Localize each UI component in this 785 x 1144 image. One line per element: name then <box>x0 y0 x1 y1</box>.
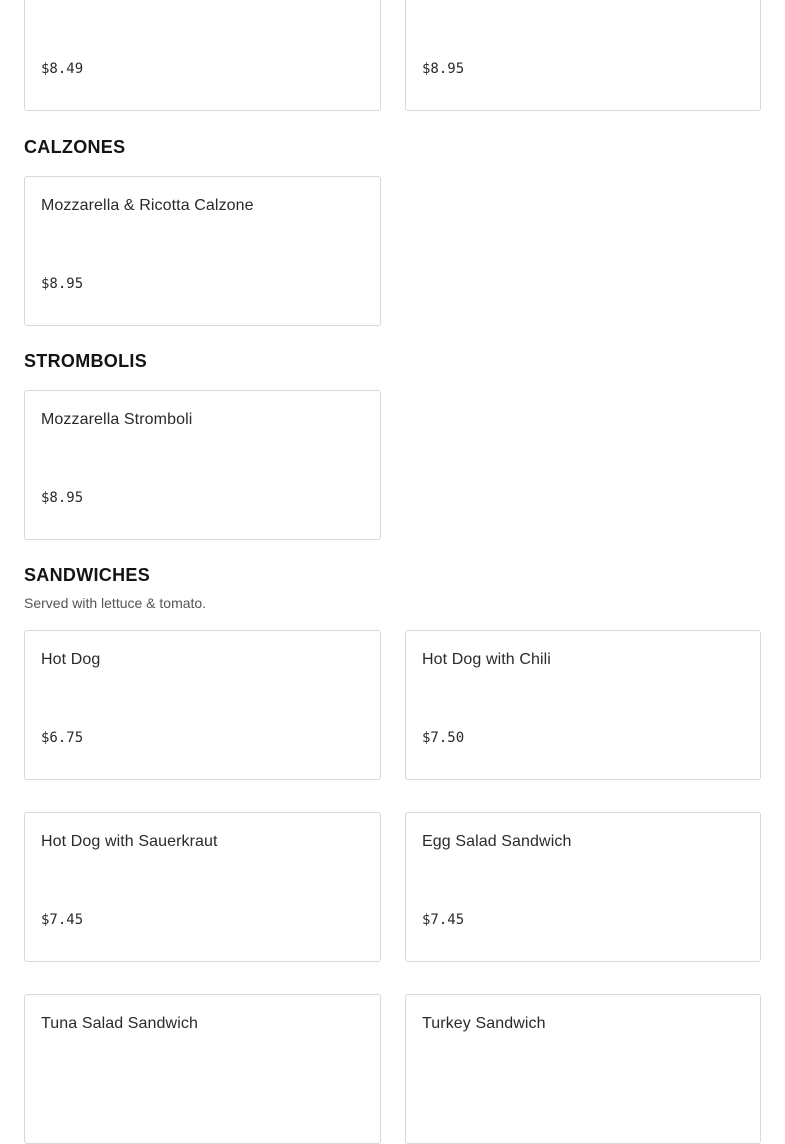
item-name: Tuna Salad Sandwich <box>41 1015 198 1032</box>
item-price: $8.95 <box>41 276 84 292</box>
menu-item-card[interactable] <box>405 630 761 780</box>
section-title-sandwiches: SANDWICHES <box>24 565 151 585</box>
menu-item-card[interactable] <box>24 812 381 962</box>
item-name: Hot Dog with Sauerkraut <box>41 833 218 850</box>
menu-item-card[interactable] <box>24 0 381 111</box>
item-name: Egg Salad Sandwich <box>422 833 572 850</box>
menu-item-card[interactable] <box>405 994 761 1144</box>
menu-item-card[interactable] <box>24 630 381 780</box>
menu-item-card[interactable] <box>24 994 381 1144</box>
item-price: $7.50 <box>422 730 465 746</box>
item-name: Mozzarella & Ricotta Calzone <box>41 197 254 214</box>
item-name: Hot Dog with Chili <box>422 651 551 668</box>
item-name: Turkey Sandwich <box>422 1015 546 1032</box>
section-description: Served with lettuce & tomato. <box>24 595 207 611</box>
section-title-calzones: CALZONES <box>24 137 126 157</box>
menu-item-card[interactable] <box>24 390 381 540</box>
item-price: $8.49 <box>41 61 84 77</box>
item-name: Mozzarella Stromboli <box>41 411 193 428</box>
menu-item-card[interactable] <box>405 812 761 962</box>
item-price: $7.45 <box>422 912 465 928</box>
menu-item-card[interactable] <box>24 176 381 326</box>
item-price: $7.45 <box>41 912 84 928</box>
item-name: Hot Dog <box>41 651 101 668</box>
item-price: $6.75 <box>41 730 84 746</box>
item-price: $8.95 <box>422 61 465 77</box>
item-price: $8.95 <box>41 490 84 506</box>
menu-item-card[interactable] <box>405 0 761 111</box>
section-title-strombolis: STROMBOLIS <box>24 351 147 371</box>
